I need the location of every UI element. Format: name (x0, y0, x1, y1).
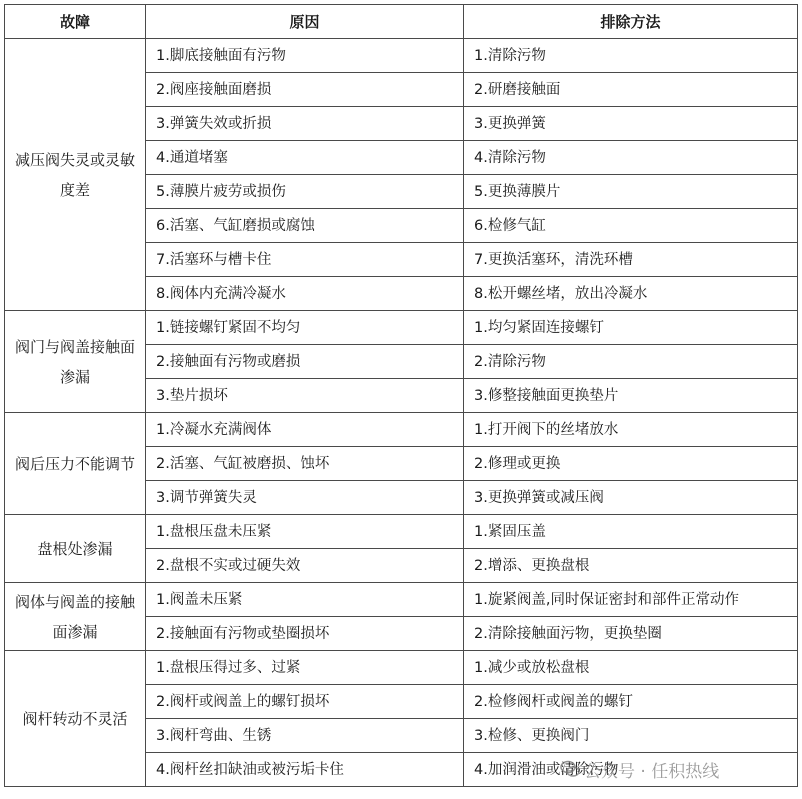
remedy-cell: 2.清除污物 (464, 345, 798, 379)
remedy-cell: 3.更换弹簧 (464, 107, 798, 141)
remedy-cell: 7.更换活塞环，清洗环槽 (464, 243, 798, 277)
cause-cell: 1.冷凝水充满阀体 (146, 413, 464, 447)
fault-cell: 阀后压力不能调节 (5, 413, 146, 515)
header-remedy: 排除方法 (464, 5, 798, 39)
table-row (5, 583, 798, 617)
fault-cell: 阀门与阀盖接触面渗漏 (5, 311, 146, 413)
header-fault: 故障 (5, 5, 146, 39)
wechat-icon (560, 759, 580, 779)
header-cause: 原因 (146, 5, 464, 39)
fault-cell: 阀杆转动不灵活 (5, 651, 146, 787)
remedy-cell: 6.检修气缸 (464, 209, 798, 243)
table-row (5, 311, 798, 345)
remedy-cell: 3.检修、更换阀门 (464, 719, 798, 753)
remedy-cell: 2.研磨接触面 (464, 73, 798, 107)
table-row (5, 413, 798, 447)
table-row (5, 515, 798, 549)
cause-cell: 2.活塞、气缸被磨损、蚀坏 (146, 447, 464, 481)
remedy-cell: 1.减少或放松盘根 (464, 651, 798, 685)
fault-cell: 减压阀失灵或灵敏度差 (5, 39, 146, 311)
cause-cell: 1.阀盖未压紧 (146, 583, 464, 617)
remedy-cell: 5.更换薄膜片 (464, 175, 798, 209)
table-row (5, 39, 798, 73)
remedy-cell: 2.增添、更换盘根 (464, 549, 798, 583)
cause-cell: 2.接触面有污物或磨损 (146, 345, 464, 379)
cause-cell: 2.接触面有污物或垫圈损坏 (146, 617, 464, 651)
cause-cell: 3.阀杆弯曲、生锈 (146, 719, 464, 753)
cause-cell: 1.盘根压盘未压紧 (146, 515, 464, 549)
cause-cell: 2.阀座接触面磨损 (146, 73, 464, 107)
cause-cell: 1.链接螺钉紧固不均匀 (146, 311, 464, 345)
cause-cell: 1.脚底接触面有污物 (146, 39, 464, 73)
header-row (5, 5, 798, 39)
cause-cell: 4.阀杆丝扣缺油或被污垢卡住 (146, 753, 464, 787)
fault-cell: 阀体与阀盖的接触面渗漏 (5, 583, 146, 651)
cause-cell: 3.弹簧失效或折损 (146, 107, 464, 141)
remedy-cell: 8.松开螺丝堵，放出冷凝水 (464, 277, 798, 311)
remedy-cell: 3.修整接触面更换垫片 (464, 379, 798, 413)
cause-cell: 5.薄膜片疲劳或损伤 (146, 175, 464, 209)
remedy-cell: 4.清除污物 (464, 141, 798, 175)
watermark-text: 公众号 · 任积热线 (584, 761, 720, 782)
cause-cell: 2.阀杆或阀盖上的螺钉损坏 (146, 685, 464, 719)
remedy-cell: 1.旋紧阀盖,同时保证密封和部件正常动作 (464, 583, 798, 617)
cause-cell: 1.盘根压得过多、过紧 (146, 651, 464, 685)
cause-cell: 6.活塞、气缸磨损或腐蚀 (146, 209, 464, 243)
remedy-cell: 1.紧固压盖 (464, 515, 798, 549)
remedy-cell: 3.更换弹簧或减压阀 (464, 481, 798, 515)
remedy-cell: 2.检修阀杆或阀盖的螺钉 (464, 685, 798, 719)
cause-cell: 3.垫片损坏 (146, 379, 464, 413)
cause-cell: 3.调节弹簧失灵 (146, 481, 464, 515)
fault-cell: 盘根处渗漏 (5, 515, 146, 583)
remedy-cell: 1.均匀紧固连接螺钉 (464, 311, 798, 345)
table-row (5, 651, 798, 685)
watermark (560, 756, 719, 782)
remedy-cell: 2.修理或更换 (464, 447, 798, 481)
cause-cell: 2.盘根不实或过硬失效 (146, 549, 464, 583)
table-body (5, 39, 798, 787)
remedy-cell: 1.清除污物 (464, 39, 798, 73)
remedy-cell: 4.加润滑油或清除污物 (464, 753, 798, 787)
cause-cell: 4.通道堵塞 (146, 141, 464, 175)
remedy-cell: 2.清除接触面污物，更换垫圈 (464, 617, 798, 651)
fault-table (4, 4, 798, 787)
cause-cell: 7.活塞环与槽卡住 (146, 243, 464, 277)
cause-cell: 8.阀体内充满冷凝水 (146, 277, 464, 311)
remedy-cell: 1.打开阀下的丝堵放水 (464, 413, 798, 447)
